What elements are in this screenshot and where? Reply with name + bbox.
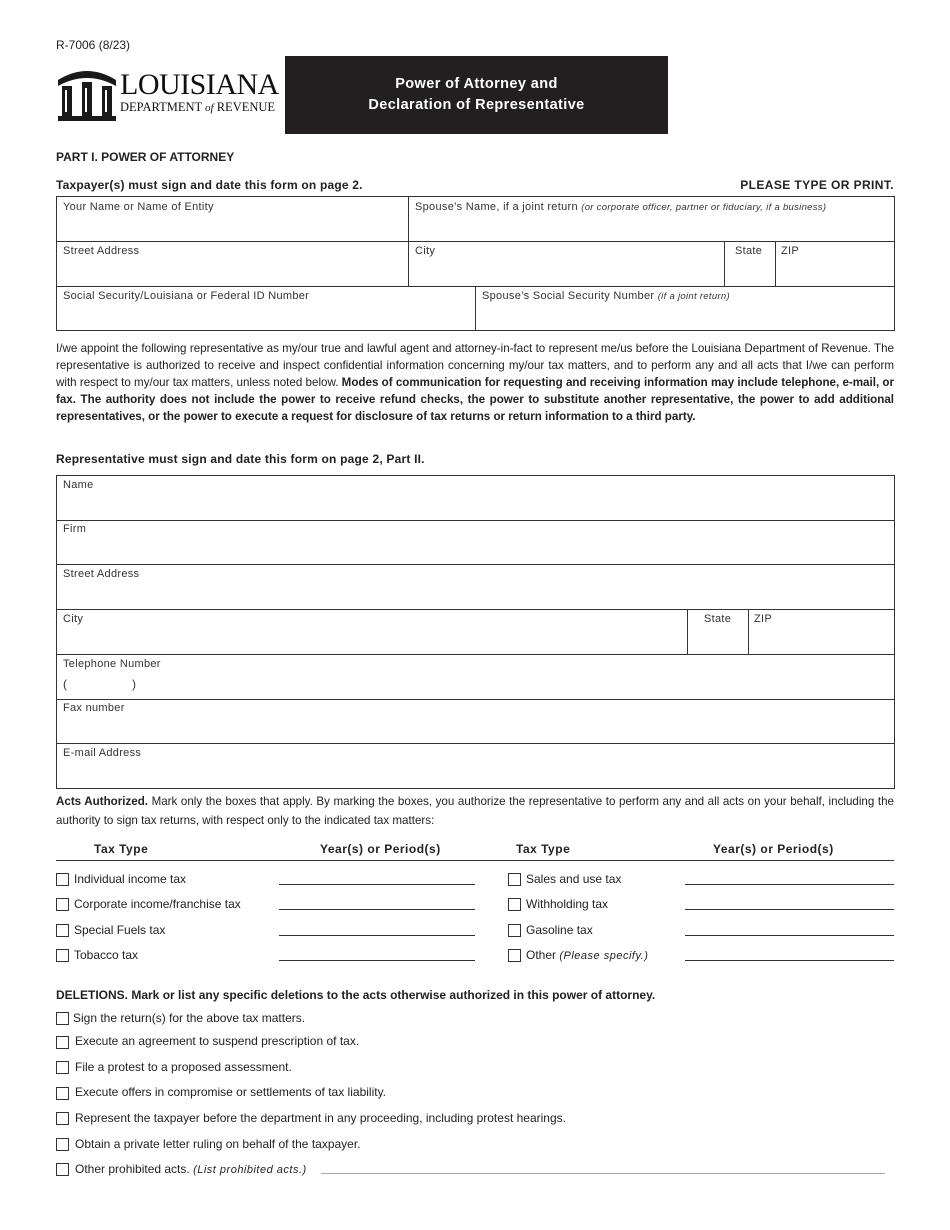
deletion-file-protest-checkbox[interactable] bbox=[56, 1061, 69, 1074]
special-fuels-tax-label: Special Fuels tax bbox=[74, 923, 166, 937]
spouse-ssn-label: Spouse’s Social Security Number (if a joint return) bbox=[482, 290, 730, 302]
deletion-other-acts-field[interactable] bbox=[321, 1173, 885, 1174]
other-tax-label: Other (Please specify.) bbox=[526, 948, 649, 962]
taxpayer-info-grid bbox=[56, 196, 895, 331]
appointment-paragraph: I/we appoint the following representative as my/our true and lawful agent and attorney-in-fact to represent me/us before the Louisiana Department of Revenue. The representative is authorized to receive and inspect confidential information concerning my/our tax matters, and to perform any and all acts that I/we can perform with respect to my/our tax matters, unless noted below. Modes of communication for requesting and receiving information may include telephone, e-mail, or fax. The authority does not include the power to receive refund checks, the power to substitute another representative, the power to add additional representatives, or the power to execute a request for disclosure of tax returns or return information to a third party. bbox=[56, 342, 895, 423]
rep-state-label: State bbox=[704, 613, 732, 625]
spouse-ssn-field[interactable] bbox=[476, 287, 894, 330]
deletion-other-acts-checkbox[interactable] bbox=[56, 1163, 69, 1176]
gasoline-tax-years-field[interactable] bbox=[685, 935, 894, 936]
area-code-close-paren: ) bbox=[132, 677, 137, 691]
form-title bbox=[285, 56, 668, 134]
rep-street-label: Street Address bbox=[63, 568, 140, 580]
type-or-print-note: PLEASE TYPE OR PRINT. bbox=[740, 178, 894, 192]
taxpayer-city-field[interactable] bbox=[409, 242, 724, 286]
rep-email-field[interactable] bbox=[57, 744, 894, 788]
special-fuels-tax-years-field[interactable] bbox=[279, 935, 475, 936]
sales-use-tax-label: Sales and use tax bbox=[526, 872, 622, 886]
taxpayer-name-label: Your Name or Name of Entity bbox=[63, 201, 214, 213]
logo-wordmark: LOUISIANA bbox=[120, 68, 279, 101]
tax-type-header-left: Tax Type bbox=[94, 842, 149, 856]
rep-zip-label: ZIP bbox=[754, 613, 773, 625]
representative-info-grid bbox=[56, 475, 895, 789]
gasoline-tax-checkbox[interactable] bbox=[508, 924, 521, 937]
area-code-open-paren: ( bbox=[63, 677, 68, 691]
rep-fax-label: Fax number bbox=[63, 702, 125, 714]
sales-use-tax-checkbox[interactable] bbox=[508, 873, 521, 886]
rep-firm-field[interactable] bbox=[57, 521, 894, 564]
tobacco-tax-label: Tobacco tax bbox=[74, 948, 139, 962]
withholding-tax-label: Withholding tax bbox=[526, 897, 609, 911]
deletion-offers-compromise-label: Execute offers in compromise or settlements of tax liability. bbox=[75, 1085, 387, 1099]
taxpayer-ssn-label: Social Security/Louisiana or Federal ID Number bbox=[63, 290, 310, 302]
taxpayer-ssn-field[interactable] bbox=[57, 287, 475, 330]
corporate-franchise-tax-years-field[interactable] bbox=[279, 909, 475, 910]
rep-name-label: Name bbox=[63, 479, 94, 491]
taxpayer-state-label: State bbox=[735, 245, 763, 257]
rep-state-field[interactable] bbox=[688, 610, 748, 654]
form-title-line-1: Power of Attorney and bbox=[395, 76, 558, 92]
rep-email-label: E-mail Address bbox=[63, 747, 142, 759]
tobacco-tax-checkbox[interactable] bbox=[56, 949, 69, 962]
deletion-suspend-prescription-label: Execute an agreement to suspend prescription of tax. bbox=[75, 1034, 360, 1048]
deletion-other-acts-label: Other prohibited acts. (List prohibited acts.) bbox=[75, 1162, 307, 1176]
louisiana-revenue-logo bbox=[56, 66, 279, 122]
rep-zip-field[interactable] bbox=[749, 610, 894, 654]
form-title-line-2: Declaration of Representative bbox=[368, 97, 585, 113]
spouse-name-label: Spouse’s Name, if a joint return (or corporate officer, partner or fiduciary, if a business) bbox=[415, 201, 827, 213]
spouse-name-field[interactable] bbox=[409, 197, 894, 241]
deletion-sign-returns-checkbox[interactable] bbox=[56, 1012, 69, 1025]
withholding-tax-years-field[interactable] bbox=[685, 909, 894, 910]
taxpayer-name-field[interactable] bbox=[57, 197, 408, 241]
deletion-represent-taxpayer-checkbox[interactable] bbox=[56, 1112, 69, 1125]
taxpayer-street-label: Street Address bbox=[63, 245, 140, 257]
tax-type-header-right: Tax Type bbox=[516, 842, 571, 856]
special-fuels-tax-checkbox[interactable] bbox=[56, 924, 69, 937]
deletion-suspend-prescription-checkbox[interactable] bbox=[56, 1036, 69, 1049]
tobacco-tax-years-field[interactable] bbox=[279, 960, 475, 961]
taxpayer-state-field[interactable] bbox=[725, 242, 775, 286]
other-tax-years-field[interactable] bbox=[685, 960, 894, 961]
individual-income-tax-years-field[interactable] bbox=[279, 884, 475, 885]
form-code: R-7006 (8/23) bbox=[56, 38, 131, 52]
taxpayer-street-field[interactable] bbox=[57, 242, 408, 286]
part-1-title: PART I. POWER OF ATTORNEY bbox=[56, 150, 235, 164]
taxpayer-zip-field[interactable] bbox=[776, 242, 894, 286]
years-header-left: Year(s) or Period(s) bbox=[320, 842, 441, 856]
representative-sign-note: Representative must sign and date this form on page 2, Part II. bbox=[56, 452, 425, 466]
rep-firm-label: Firm bbox=[63, 523, 87, 535]
sales-use-tax-years-field[interactable] bbox=[685, 884, 894, 885]
individual-income-tax-checkbox[interactable] bbox=[56, 873, 69, 886]
rep-fax-field[interactable] bbox=[57, 700, 894, 743]
deletion-letter-ruling-checkbox[interactable] bbox=[56, 1138, 69, 1151]
withholding-tax-checkbox[interactable] bbox=[508, 898, 521, 911]
deletions-heading: DELETIONS. Mark or list any specific deletions to the acts otherwise authorized in this power of attorney. bbox=[56, 988, 656, 1002]
individual-income-tax-label: Individual income tax bbox=[74, 872, 187, 886]
deletion-represent-taxpayer-label: Represent the taxpayer before the department in any proceeding, including protest hearings. bbox=[75, 1111, 566, 1125]
tax-table-header-rule bbox=[56, 860, 894, 861]
gasoline-tax-label: Gasoline tax bbox=[526, 923, 593, 937]
deletion-offers-compromise-checkbox[interactable] bbox=[56, 1087, 69, 1100]
rep-name-field[interactable] bbox=[57, 476, 894, 520]
deletion-file-protest-label: File a protest to a proposed assessment. bbox=[75, 1060, 292, 1074]
pelican-columns-icon bbox=[56, 66, 118, 122]
rep-phone-label: Telephone Number bbox=[63, 658, 161, 670]
corporate-franchise-tax-checkbox[interactable] bbox=[56, 898, 69, 911]
corporate-franchise-tax-label: Corporate income/franchise tax bbox=[74, 897, 241, 911]
years-header-right: Year(s) or Period(s) bbox=[713, 842, 834, 856]
rep-street-field[interactable] bbox=[57, 565, 894, 609]
deletion-sign-returns-label: Sign the return(s) for the above tax matters. bbox=[73, 1011, 306, 1025]
rep-city-label: City bbox=[63, 613, 84, 625]
rep-city-field[interactable] bbox=[57, 610, 687, 654]
taxpayer-sign-note: Taxpayer(s) must sign and date this form on page 2. bbox=[56, 178, 363, 192]
rep-phone-field[interactable] bbox=[57, 655, 894, 699]
other-tax-checkbox[interactable] bbox=[508, 949, 521, 962]
logo-subtitle: DEPARTMENT of REVENUE bbox=[120, 100, 276, 114]
taxpayer-zip-label: ZIP bbox=[781, 245, 800, 257]
taxpayer-city-label: City bbox=[415, 245, 436, 257]
deletion-letter-ruling-label: Obtain a private letter ruling on behalf of the taxpayer. bbox=[75, 1137, 361, 1151]
acts-authorized-paragraph: Acts Authorized. Mark only the boxes that apply. By marking the boxes, you authorize the representative to perform any and all acts on your behalf, including the authority to sign tax returns, with respect only to the indicated tax matters: bbox=[56, 795, 894, 827]
